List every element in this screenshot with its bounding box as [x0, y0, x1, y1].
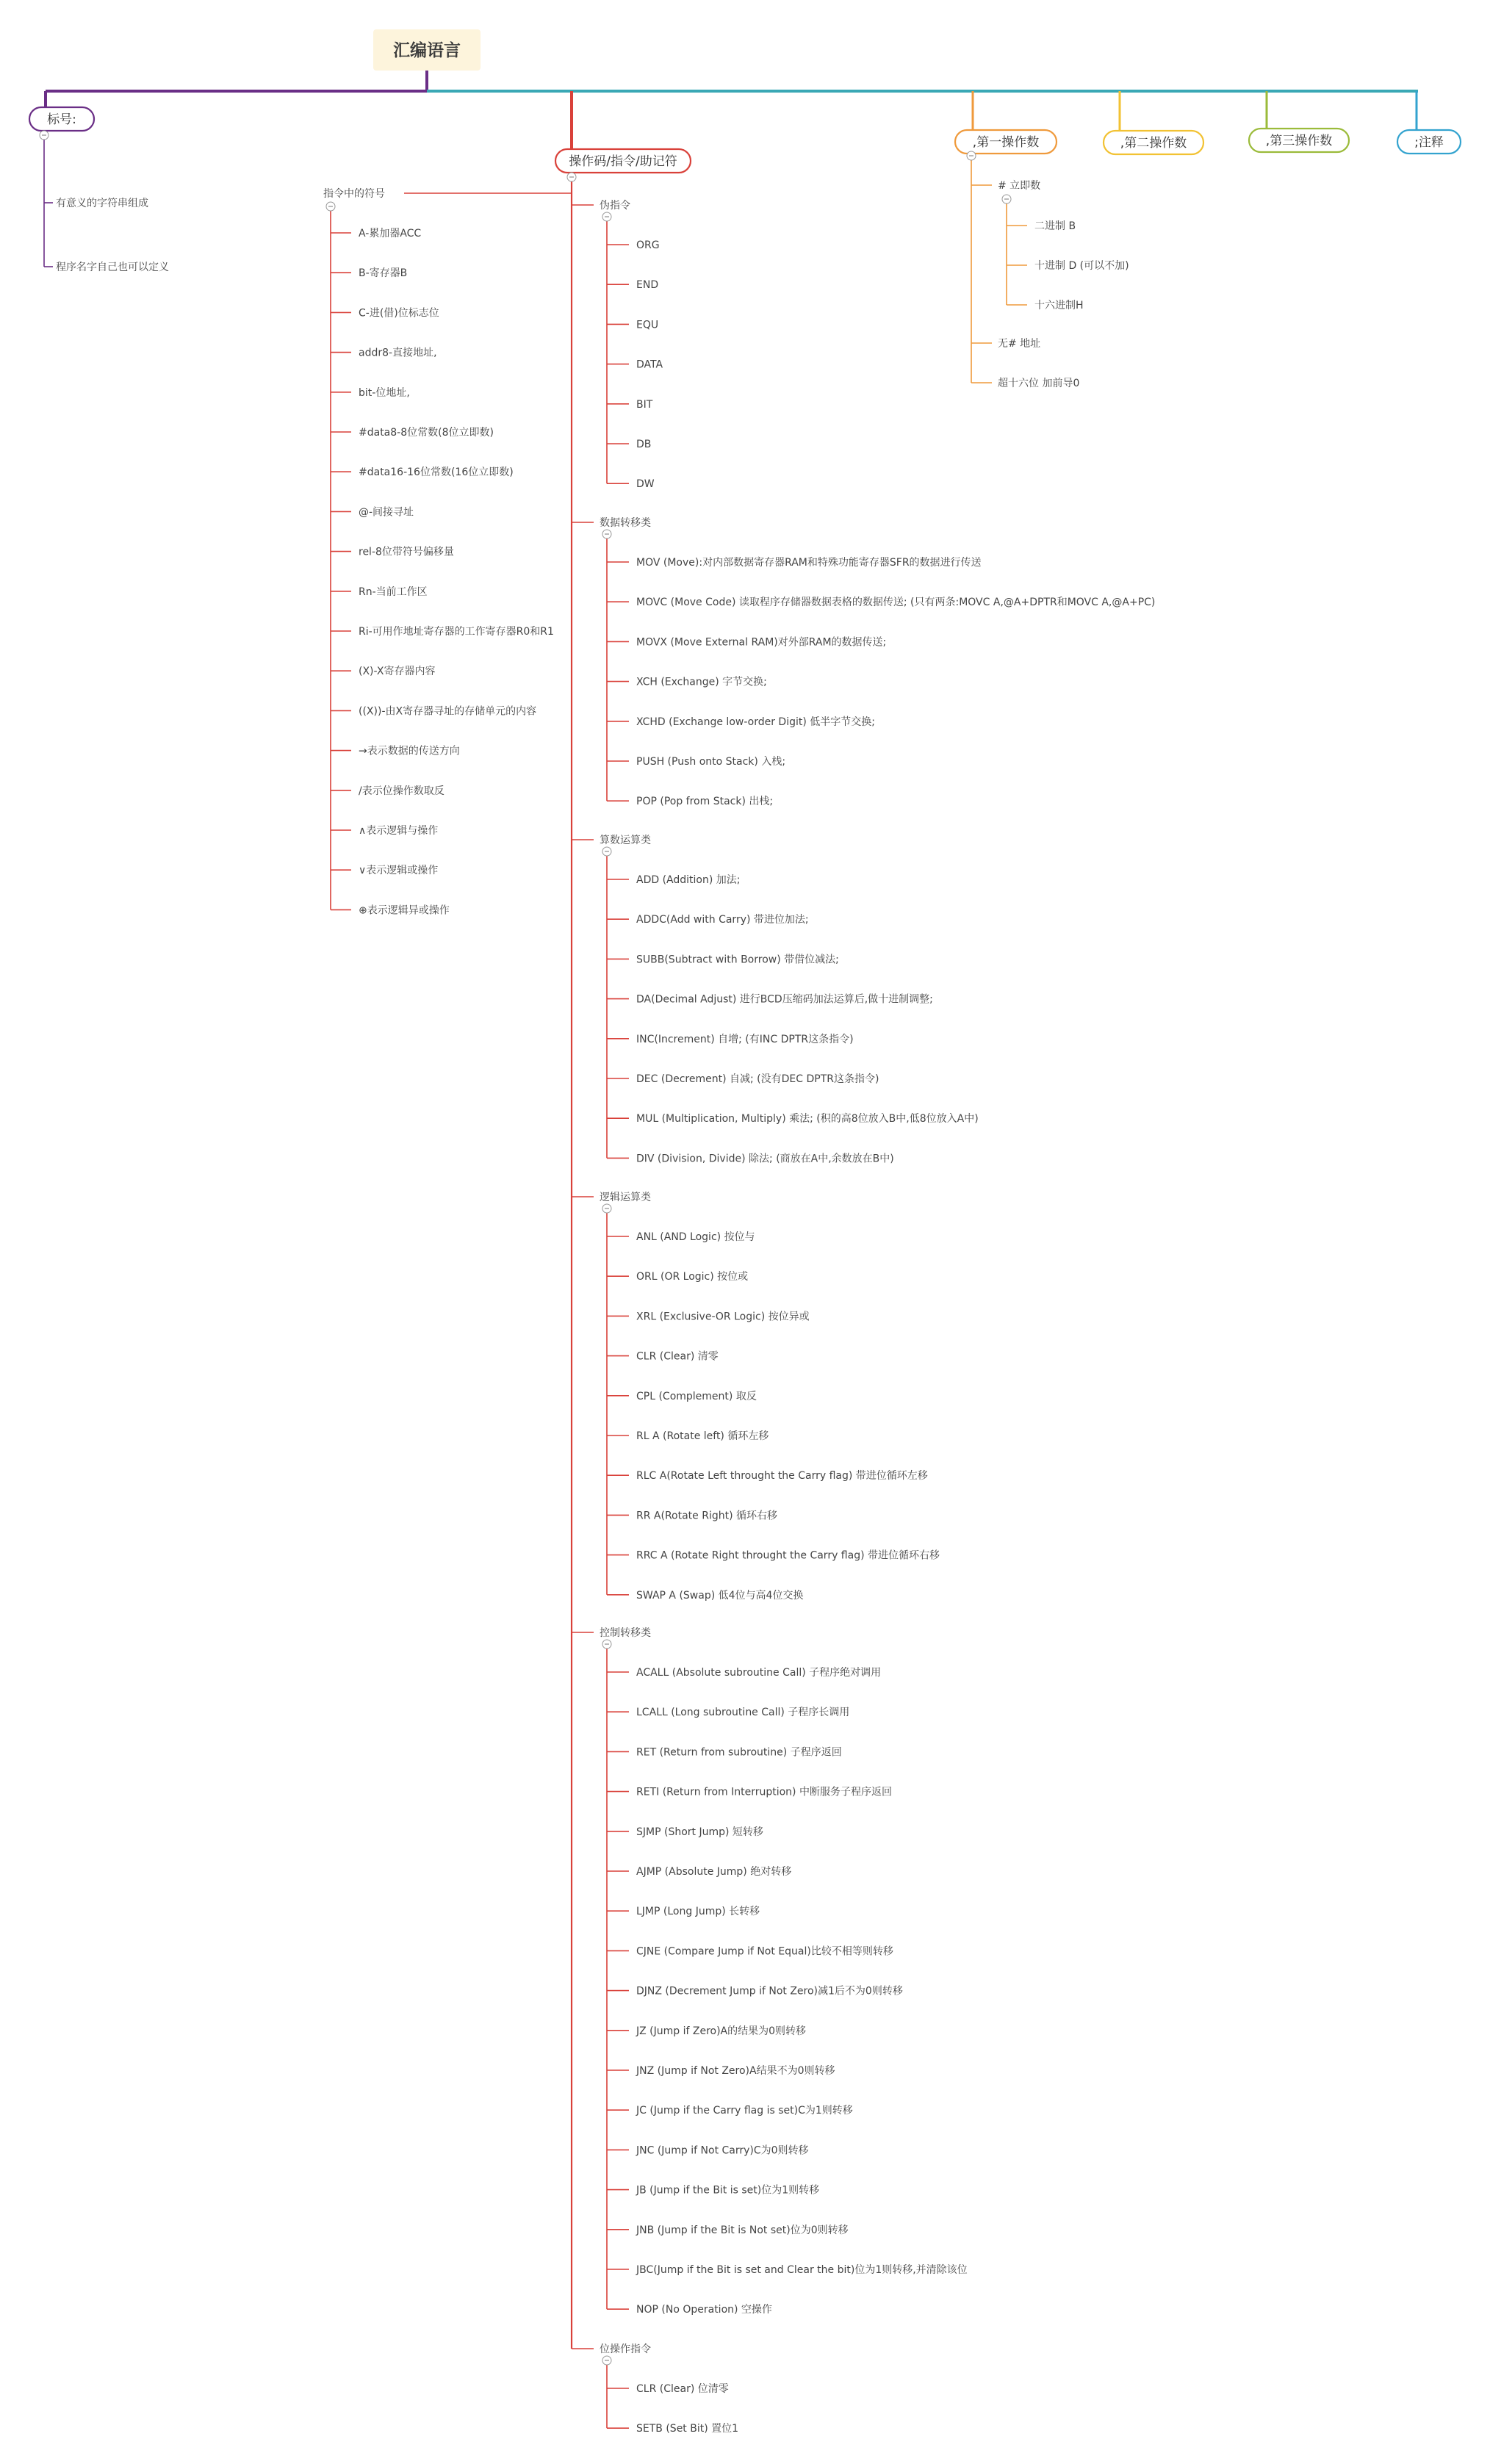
- collapse-toggle-icon[interactable]: [602, 2356, 611, 2365]
- instruction-item[interactable]: POP (Pop from Stack) 出栈;: [636, 796, 774, 808]
- instruction-item[interactable]: LJMP (Long Jump) 长转移: [636, 1906, 760, 1918]
- instruction-item[interactable]: BIT: [636, 398, 653, 411]
- label-topic-title: 标号:: [47, 112, 76, 127]
- instruction-item[interactable]: MOVX (Move External RAM)对外部RAM的数据传送;: [636, 636, 887, 649]
- symbol-item[interactable]: #data16-16位常数(16位立即数): [359, 466, 514, 479]
- instruction-item[interactable]: CJNE (Compare Jump if Not Equal)比较不相等则转移: [636, 1945, 893, 1958]
- symbol-item[interactable]: @-间接寻址: [359, 506, 414, 519]
- collapse-toggle-icon[interactable]: [1002, 195, 1011, 203]
- symbol-item[interactable]: ∧表示逻辑与操作: [359, 825, 439, 837]
- instruction-item[interactable]: XCH (Exchange) 字节交换;: [636, 676, 767, 688]
- radix-item[interactable]: 十六进制H: [1034, 300, 1084, 311]
- symbol-item[interactable]: ⊕表示逻辑异或操作: [359, 904, 450, 917]
- symbol-item[interactable]: A-累加器ACC: [359, 228, 422, 239]
- opcode-topic-title: 操作码/指令/助记符: [569, 154, 677, 169]
- instruction-item[interactable]: ANL (AND Logic) 按位与: [636, 1231, 755, 1243]
- instruction-item[interactable]: MUL (Multiplication, Multiply) 乘法; (积的高8位放入B中,低8位放入A中): [636, 1113, 979, 1125]
- root-topic[interactable]: [373, 29, 481, 71]
- instruction-item[interactable]: RL A (Rotate left) 循环左移: [636, 1430, 769, 1442]
- instruction-item[interactable]: DW: [636, 478, 655, 491]
- opcode-topic[interactable]: [555, 149, 691, 173]
- label-item[interactable]: 有意义的字符串组成: [56, 198, 148, 209]
- radix-item[interactable]: 十进制 D (可以不加): [1034, 260, 1129, 272]
- instruction-item[interactable]: ACALL (Absolute subroutine Call) 子程序绝对调用: [636, 1667, 882, 1679]
- instruction-item[interactable]: SJMP (Short Jump) 短转移: [636, 1826, 763, 1838]
- instruction-item[interactable]: XRL (Exclusive-OR Logic) 按位异或: [636, 1311, 810, 1323]
- instruction-item[interactable]: DA(Decimal Adjust) 进行BCD压缩码加法运算后,做十进制调整;: [636, 993, 933, 1006]
- symbol-item[interactable]: (X)-X寄存器内容: [359, 666, 436, 678]
- collapse-toggle-icon[interactable]: [40, 131, 48, 140]
- instruction-item[interactable]: CLR (Clear) 清零: [636, 1350, 719, 1363]
- collapse-toggle-icon[interactable]: [602, 1204, 611, 1213]
- instruction-item[interactable]: ADDC(Add with Carry) 带进位加法;: [636, 914, 809, 926]
- instruction-item[interactable]: JC (Jump if the Carry flag is set)C为1则转移: [636, 2105, 853, 2117]
- instruction-item[interactable]: LCALL (Long subroutine Call) 子程序长调用: [636, 1707, 850, 1719]
- instruction-item[interactable]: JNC (Jump if Not Carry)C为0则转移: [636, 2144, 809, 2157]
- symbol-item[interactable]: addr8-直接地址,: [359, 347, 437, 359]
- comment-topic[interactable]: [1397, 130, 1461, 154]
- instruction-item[interactable]: DATA: [636, 359, 663, 371]
- instruction-item[interactable]: SUBB(Subtract with Borrow) 带借位减法;: [636, 954, 839, 966]
- instruction-item[interactable]: PUSH (Push onto Stack) 入栈;: [636, 756, 786, 768]
- instruction-item[interactable]: JNZ (Jump if Not Zero)A结果不为0则转移: [636, 2065, 835, 2077]
- group-title[interactable]: 数据转移类: [600, 517, 651, 529]
- operand1-item[interactable]: 无# 地址: [998, 338, 1041, 350]
- collapse-toggles: [40, 131, 1011, 2365]
- symbol-item[interactable]: B-寄存器B: [359, 267, 408, 280]
- instruction-item[interactable]: END: [636, 279, 659, 292]
- operand1-topic-title: ,第一操作数: [972, 135, 1040, 150]
- instruction-item[interactable]: RR A(Rotate Right) 循环右移: [636, 1510, 778, 1522]
- group-title[interactable]: 逻辑运算类: [600, 1192, 651, 1203]
- symbol-item[interactable]: ∨表示逻辑或操作: [359, 865, 439, 877]
- symbol-item[interactable]: Rn-当前工作区: [359, 586, 428, 598]
- instruction-item[interactable]: RLC A(Rotate Left throught the Carry flag) 带进位循环左移: [636, 1470, 928, 1483]
- instruction-item[interactable]: DB: [636, 439, 652, 450]
- group-title[interactable]: 伪指令: [600, 200, 630, 212]
- radix-item[interactable]: 二进制 B: [1034, 220, 1076, 232]
- symbol-item[interactable]: /表示位操作数取反: [359, 785, 445, 797]
- collapse-toggle-icon[interactable]: [602, 847, 611, 856]
- instruction-item[interactable]: JB (Jump if the Bit is set)位为1则转移: [636, 2184, 820, 2197]
- instruction-item[interactable]: JNB (Jump if the Bit is Not set)位为0则转移: [636, 2224, 849, 2236]
- instruction-item[interactable]: AJMP (Absolute Jump) 绝对转移: [636, 1866, 792, 1878]
- label-item[interactable]: 程序名字自己也可以定义: [56, 262, 169, 273]
- operand2-topic-title: ,第二操作数: [1120, 136, 1187, 151]
- instruction-item[interactable]: CLR (Clear) 位清零: [636, 2383, 729, 2395]
- label-topic[interactable]: [29, 107, 94, 131]
- instruction-item[interactable]: ORL (OR Logic) 按位或: [636, 1271, 749, 1283]
- immediate-title[interactable]: # 立即数: [998, 180, 1041, 192]
- collapse-toggle-icon[interactable]: [602, 212, 611, 221]
- instruction-item[interactable]: ORG: [636, 239, 660, 251]
- instruction-item[interactable]: RRC A (Rotate Right throught the Carry flag) 带进位循环右移: [636, 1549, 940, 1562]
- collapse-toggle-icon[interactable]: [602, 530, 611, 538]
- instruction-item[interactable]: MOVC (Move Code) 读取程序存储器数据表格的数据传送; (只有两条:MOVC A,@A+DPTR和MOVC A,@A+PC): [636, 597, 1156, 609]
- operand3-topic-title: ,第三操作数: [1265, 134, 1333, 148]
- operand1-topic[interactable]: [955, 130, 1057, 154]
- operand1-item[interactable]: 超十六位 加前导0: [998, 378, 1080, 389]
- instruction-item[interactable]: JZ (Jump if Zero)A的结果为0则转移: [636, 2025, 807, 2037]
- operand2-topic[interactable]: [1104, 131, 1203, 154]
- symbol-item[interactable]: ((X))-由X寄存器寻址的存储单元的内容: [359, 705, 537, 718]
- instruction-item[interactable]: DIV (Division, Divide) 除法; (商放在A中,余数放在B中): [636, 1153, 894, 1165]
- symbol-item[interactable]: Ri-可用作地址寄存器的工作寄存器R0和R1: [359, 626, 554, 638]
- group-title[interactable]: 算数运算类: [600, 835, 651, 846]
- operand3-topic[interactable]: [1249, 129, 1349, 152]
- symbol-item[interactable]: rel-8位带符号偏移量: [359, 546, 454, 558]
- symbols-title[interactable]: 指令中的符号: [323, 188, 385, 200]
- collapse-toggle-icon[interactable]: [326, 202, 335, 211]
- instruction-item[interactable]: SWAP A (Swap) 低4位与高4位交换: [636, 1589, 804, 1602]
- group-title[interactable]: 控制转移类: [600, 1627, 651, 1639]
- instruction-item[interactable]: DEC (Decrement) 自减; (没有DEC DPTR这条指令): [636, 1073, 879, 1085]
- root-title: 汇编语言: [393, 41, 461, 60]
- instruction-item[interactable]: ADD (Addition) 加法;: [636, 874, 741, 886]
- symbol-item[interactable]: bit-位地址,: [359, 386, 410, 399]
- instruction-item[interactable]: RETI (Return from Interruption) 中断服务子程序返回: [636, 1786, 892, 1798]
- collapse-toggle-icon[interactable]: [567, 173, 576, 181]
- instruction-item[interactable]: EQU: [636, 319, 659, 331]
- instruction-item[interactable]: SETB (Set Bit) 置位1: [636, 2423, 739, 2435]
- symbol-item[interactable]: #data8-8位常数(8位立即数): [359, 427, 494, 439]
- subtopic-labels: [56, 179, 1155, 2435]
- instruction-item[interactable]: XCHD (Exchange low-order Digit) 低半字节交换;: [636, 716, 875, 728]
- comment-topic-title: ;注释: [1414, 135, 1444, 150]
- instruction-item[interactable]: DJNZ (Decrement Jump if Not Zero)减1后不为0则转移: [636, 1985, 903, 1998]
- symbol-item[interactable]: C-进(借)位标志位: [359, 307, 439, 320]
- collapse-toggle-icon[interactable]: [967, 151, 976, 160]
- instruction-item[interactable]: NOP (No Operation) 空操作: [636, 2304, 772, 2316]
- symbol-item[interactable]: →表示数据的传送方向: [359, 745, 460, 757]
- instruction-item[interactable]: INC(Increment) 自增; (有INC DPTR这条指令): [636, 1033, 854, 1045]
- instruction-item[interactable]: RET (Return from subroutine) 子程序返回: [636, 1746, 842, 1759]
- collapse-toggle-icon[interactable]: [602, 1640, 611, 1649]
- instruction-item[interactable]: MOV (Move):对内部数据寄存器RAM和特殊功能寄存器SFR的数据进行传送: [636, 557, 982, 569]
- instruction-item[interactable]: JBC(Jump if the Bit is set and Clear the bit)位为1则转移,并清除该位: [636, 2264, 968, 2276]
- instruction-item[interactable]: CPL (Complement) 取反: [636, 1390, 757, 1402]
- group-title[interactable]: 位操作指令: [600, 2344, 651, 2355]
